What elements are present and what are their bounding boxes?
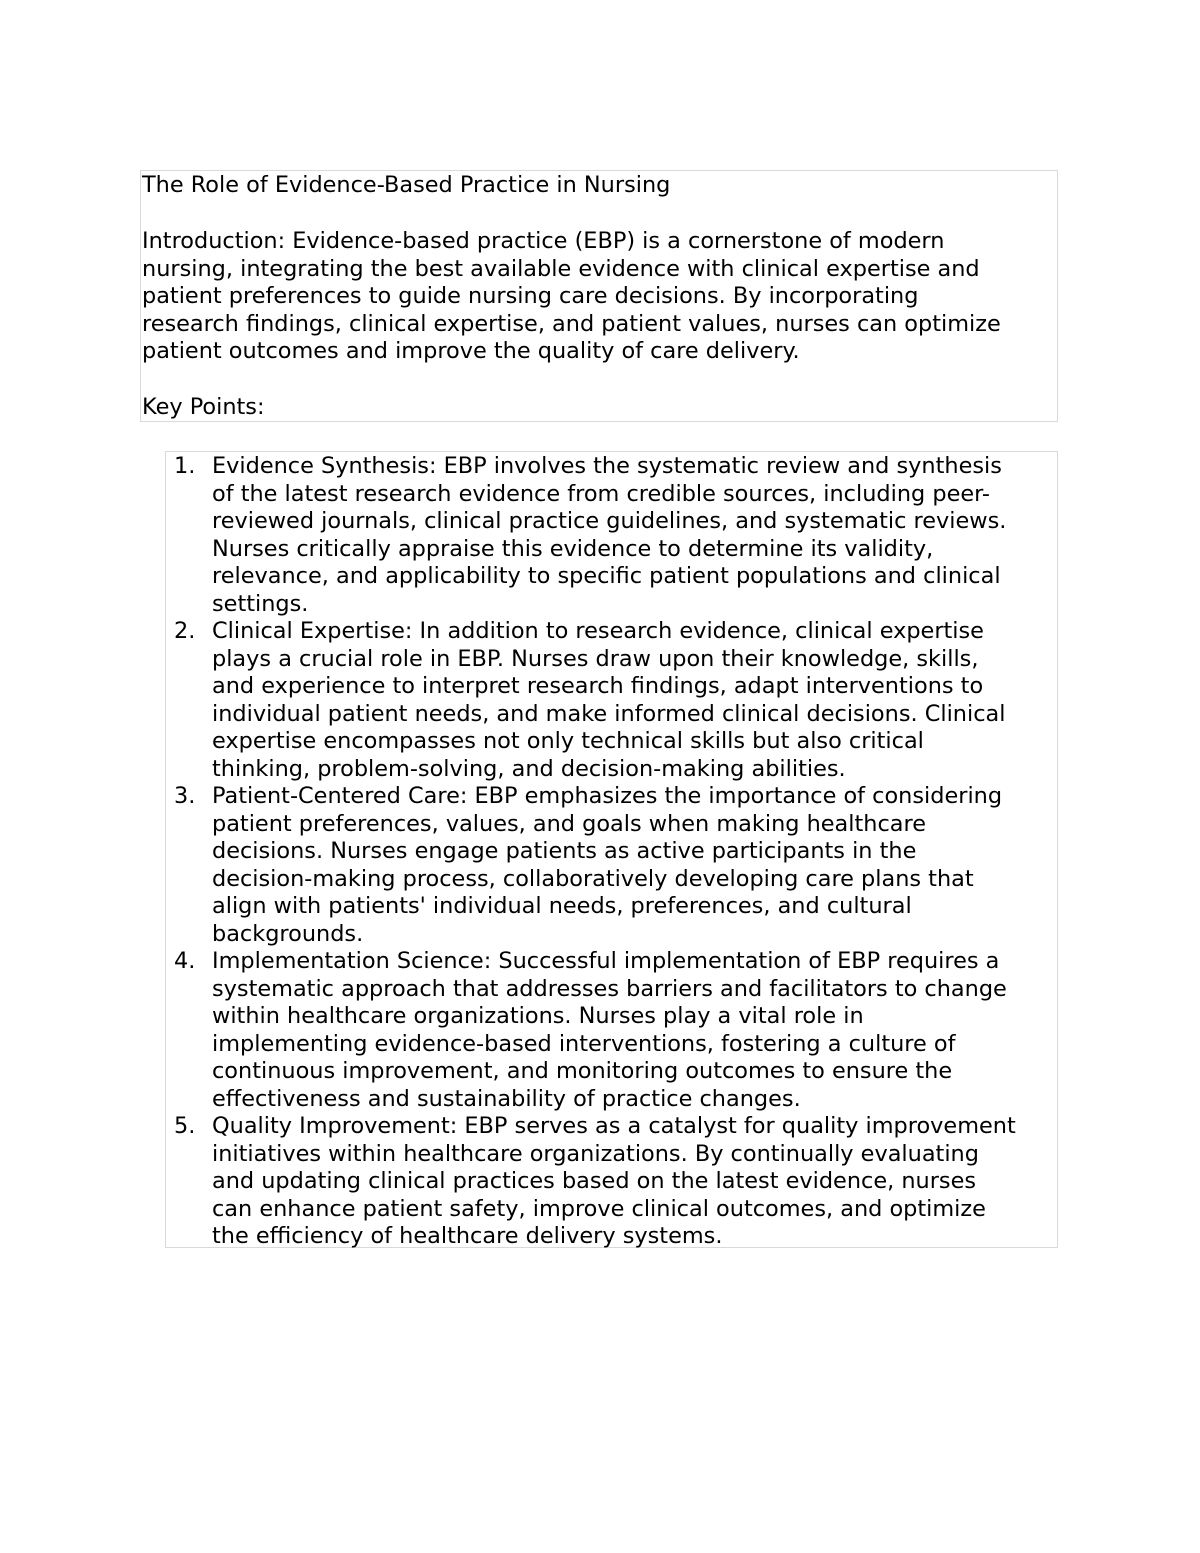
key-points-list: [0, 453, 1016, 1251]
list-item-line: patient preferences, values, and goals when making healthcare: [212, 810, 926, 837]
list-item-line: Evidence Synthesis: EBP involves the systematic review and synthesis: [212, 453, 1002, 479]
list-item-line: decisions. Nurses engage patients as active participants in the: [212, 838, 917, 864]
list-item: [0, 618, 1016, 783]
list-item-text: [212, 618, 1016, 783]
intro-line: nursing, integrating the best available evidence with clinical expertise and: [142, 255, 980, 282]
list-item-line: continuous improvement, and monitoring outcomes to ensure the: [212, 1058, 953, 1084]
intro-line: patient outcomes and improve the quality of care delivery.: [142, 338, 800, 364]
list-item-line: implementing evidence-based interventions, fostering a culture of: [212, 1030, 956, 1057]
intro-line: patient preferences to guide nursing care decisions. By incorporating: [142, 283, 919, 309]
list-item-line: plays a crucial role in EBP. Nurses draw upon their knowledge, skills,: [212, 645, 979, 672]
list-item-line: align with patients' individual needs, preferences, and cultural: [212, 893, 912, 919]
list-item: [0, 948, 1016, 1113]
list-item-line: relevance, and applicability to specific patient populations and clinical: [212, 563, 1001, 589]
list-item-line: within healthcare organizations. Nurses play a vital role in: [212, 1003, 864, 1029]
list-item-line: and experience to interpret research findings, adapt interventions to: [212, 673, 984, 699]
list-item-line: settings.: [212, 590, 309, 617]
list-item-number: 2.: [174, 618, 196, 644]
list-item-text: [212, 453, 1016, 618]
intro-line: research findings, clinical expertise, and patient values, nurses can optimize: [142, 310, 1001, 337]
list-item-line: Clinical Expertise: In addition to research evidence, clinical expertise: [212, 618, 984, 644]
document-title: The Role of Evidence-Based Practice in Nursing: [142, 172, 671, 198]
list-item-text: [212, 948, 1016, 1113]
list-item-line: individual patient needs, and make informed clinical decisions. Clinical: [212, 700, 1006, 727]
key-points-label: Key Points:: [142, 394, 265, 420]
list-item-line: and updating clinical practices based on the latest evidence, nurses: [212, 1168, 977, 1194]
list-item-number: 1.: [174, 453, 196, 479]
list-item-line: initiatives within healthcare organizations. By continually evaluating: [212, 1140, 979, 1167]
list-item-line: expertise encompasses not only technical skills but also critical: [212, 728, 924, 754]
list-item-line: decision-making process, collaboratively developing care plans that: [212, 865, 974, 892]
list-item-line: Patient-Centered Care: EBP emphasizes the importance of considering: [212, 783, 1003, 809]
intro-paragraph: [142, 228, 1056, 366]
list-item: [0, 1113, 1016, 1251]
list-item-line: systematic approach that addresses barriers and facilitators to change: [212, 975, 1007, 1002]
list-item: [0, 783, 1016, 948]
list-item-line: thinking, problem-solving, and decision-making abilities.: [212, 755, 846, 782]
list-item-number: 4.: [174, 948, 196, 974]
list-item-number: 3.: [174, 783, 196, 809]
list-item-line: the efficiency of healthcare delivery systems.: [212, 1223, 723, 1249]
list-item-text: [212, 1113, 1016, 1251]
list-item-line: Nurses critically appraise this evidence to determine its validity,: [212, 535, 934, 562]
list-item-number: 5.: [174, 1113, 196, 1139]
list-item-line: reviewed journals, clinical practice guidelines, and systematic reviews.: [212, 508, 1007, 534]
list-item-line: effectiveness and sustainability of practice changes.: [212, 1085, 801, 1112]
list-item-text: [212, 783, 1016, 948]
list-item-line: can enhance patient safety, improve clinical outcomes, and optimize: [212, 1195, 986, 1222]
intro-line: Introduction: Evidence-based practice (EBP) is a cornerstone of modern: [142, 228, 945, 254]
list-item-line: Quality Improvement: EBP serves as a catalyst for quality improvement: [212, 1113, 1016, 1139]
list-item-line: backgrounds.: [212, 920, 364, 947]
list-item-line: Implementation Science: Successful implementation of EBP requires a: [212, 948, 1000, 974]
list-item-line: of the latest research evidence from credible sources, including peer-: [212, 480, 990, 507]
list-item: [0, 453, 1016, 618]
